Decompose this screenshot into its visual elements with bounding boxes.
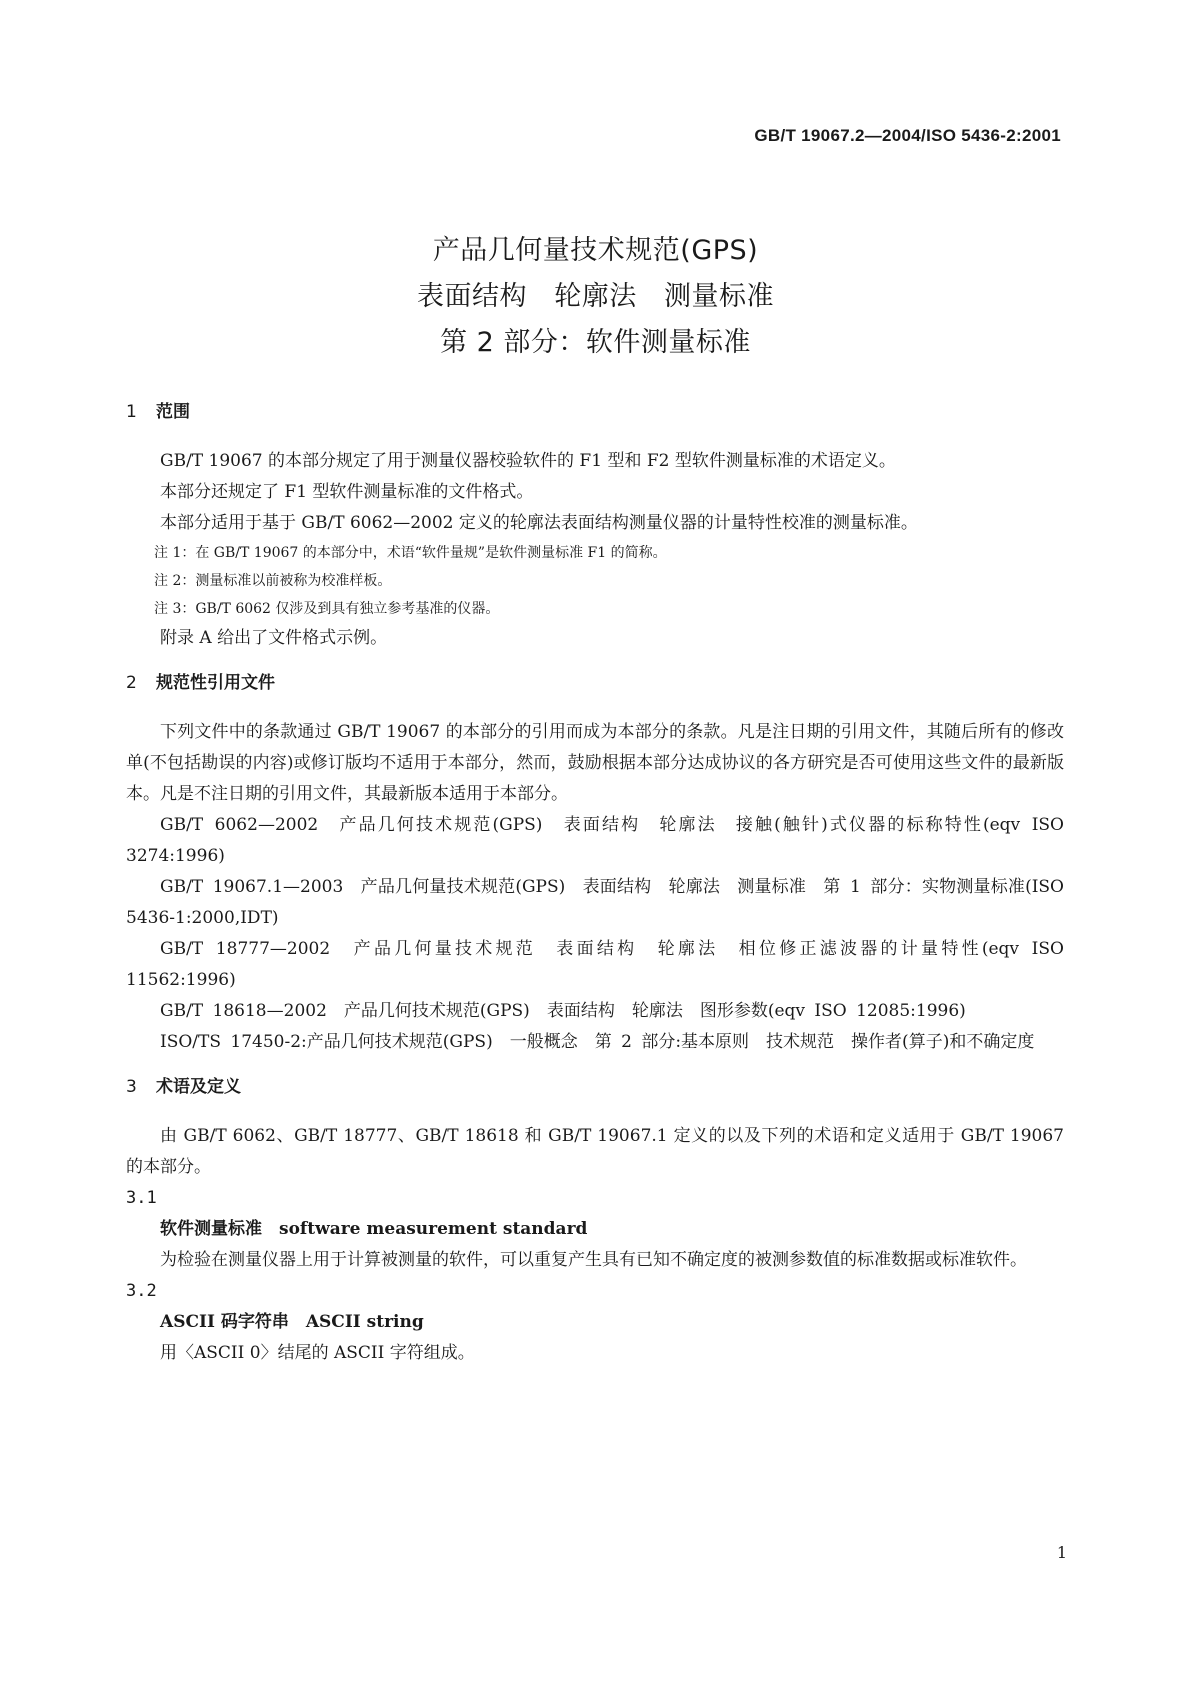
paragraph: 附录 A 给出了文件格式示例。 xyxy=(160,628,388,648)
term-number: 3.2 xyxy=(126,1281,157,1301)
section-heading xyxy=(126,397,1064,428)
term-title: ASCII 码字符串 ASCII string xyxy=(160,1312,424,1332)
section-title: 范围 xyxy=(156,402,190,422)
section-number: 3 xyxy=(126,1077,137,1097)
section-number: 2 xyxy=(126,673,137,693)
section-normative-references xyxy=(126,668,1064,1058)
section-terms-definitions xyxy=(126,1072,1064,1369)
paragraph: 下列文件中的条款通过 GB/T 19067 的本部分的引用而成为本部分的条款。凡是注日期的引用文件，其随后所有的修改单(不包括勘误的内容)或修订版均不适用于本部分，然而，鼓励根据本部分达成协议的各方研究是否可使用这些文件的最新版本。凡是不注日期的引用文件，其最新版本适用于本部分。 xyxy=(126,722,1064,804)
note: 注 2：测量标准以前被称为校准样板。 xyxy=(154,573,392,589)
paragraph: GB/T 19067 的本部分规定了用于测量仪器校验软件的 F1 型和 F2 型软件测量标准的术语定义。 xyxy=(160,451,896,471)
document-body xyxy=(126,397,1064,1383)
reference-item: GB/T 19067.1—2003 产品几何量技术规范(GPS) 表面结构 轮廓法 测量标准 第 1 部分：实物测量标准(ISO 5436-1:2000,IDT) xyxy=(126,877,1064,928)
term-title: 软件测量标准 software measurement standard xyxy=(160,1219,588,1239)
paragraph: 本部分适用于基于 GB/T 6062—2002 定义的轮廓法表面结构测量仪器的计量特性校准的测量标准。 xyxy=(160,513,918,533)
reference-item: GB/T 18777—2002 产品几何量技术规范 表面结构 轮廓法 相位修正滤波器的计量特性(eqv ISO 11562:1996) xyxy=(126,939,1064,990)
paragraph: 本部分还规定了 F1 型软件测量标准的文件格式。 xyxy=(160,482,534,502)
section-title: 术语及定义 xyxy=(156,1077,241,1097)
note: 注 1：在 GB/T 19067 的本部分中，术语“软件量规”是软件测量标准 F1 的简称。 xyxy=(154,545,667,561)
section-heading xyxy=(126,1072,1064,1103)
document-title xyxy=(0,228,1191,366)
reference-item: ISO/TS 17450-2:产品几何技术规范(GPS) 一般概念 第 2 部分:基本原则 技术规范 操作者(算子)和不确定度 xyxy=(160,1032,1035,1052)
page-number: 1 xyxy=(1056,1543,1067,1562)
title-line-1: 产品几何量技术规范(GPS) xyxy=(432,235,759,266)
section-scope xyxy=(126,397,1064,654)
term-definition: 用〈ASCII 0〉结尾的 ASCII 字符组成。 xyxy=(160,1343,475,1363)
term-definition: 为检验在测量仪器上用于计算被测量的软件，可以重复产生具有已知不确定度的被测参数值的标准数据或标准软件。 xyxy=(160,1250,1027,1270)
title-line-2: 表面结构 轮廓法 测量标准 xyxy=(417,281,774,312)
note: 注 3：GB/T 6062 仅涉及到具有独立参考基准的仪器。 xyxy=(154,601,500,617)
paragraph: 由 GB/T 6062、GB/T 18777、GB/T 18618 和 GB/T 19067.1 定义的以及下列的术语和定义适用于 GB/T 19067 的本部分。 xyxy=(126,1126,1064,1177)
term-number: 3.1 xyxy=(126,1188,157,1208)
reference-item: GB/T 6062—2002 产品几何技术规范(GPS) 表面结构 轮廓法 接触(触针)式仪器的标称特性(eqv ISO 3274:1996) xyxy=(126,815,1064,866)
section-number: 1 xyxy=(126,402,137,422)
title-line-3: 第 2 部分：软件测量标准 xyxy=(440,327,751,358)
reference-item: GB/T 18618—2002 产品几何技术规范(GPS) 表面结构 轮廓法 图形参数(eqv ISO 12085:1996) xyxy=(160,1001,966,1021)
standard-code: GB/T 19067.2—2004/ISO 5436-2:2001 xyxy=(754,126,1061,145)
section-heading xyxy=(126,668,1064,699)
section-title: 规范性引用文件 xyxy=(156,673,275,693)
